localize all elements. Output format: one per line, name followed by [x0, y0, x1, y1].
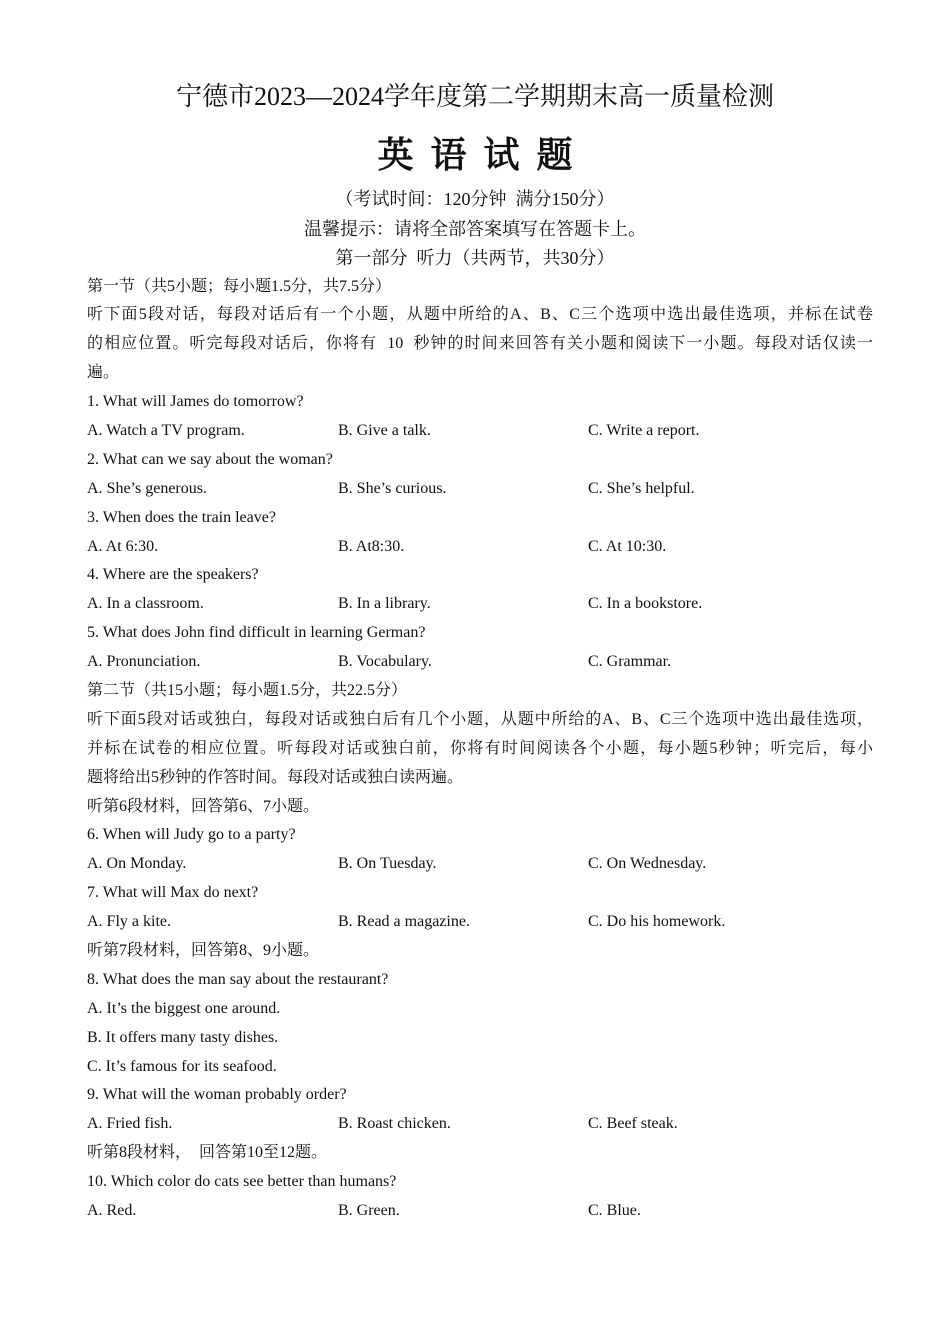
- section1-instructions-line: 听下面5段对话，每段对话后有一个小题，从题中所给的A、B、C三个选项中选出最佳选项，并标在试卷: [87, 306, 873, 324]
- question-stem: 4. Where are the speakers?: [87, 566, 259, 584]
- option-b: B. It offers many tasty dishes.: [87, 1028, 279, 1046]
- option-b: B. Roast chicken.: [338, 1115, 451, 1133]
- option-c: C. Write a report.: [588, 421, 700, 439]
- option-b: B. Read a magazine.: [338, 913, 470, 931]
- option-b: B. Give a talk.: [338, 421, 431, 439]
- exam-info: （考试时间：120分钟 满分150分）: [335, 189, 615, 209]
- option-a: A. Watch a TV program.: [87, 421, 245, 439]
- exam-title: 宁德市2023—2024学年度第二学期期末高一质量检测: [175, 82, 774, 111]
- section2-instructions-line: 听下面5段对话或独白，每段对话或独白后有几个小题，从题中所给的A、B、C三个选项中选出最佳选项，: [87, 710, 873, 728]
- question-options: [87, 1110, 873, 1139]
- question-stem: 5. What does John find difficult in learning German?: [87, 624, 426, 642]
- option-c: C. Grammar.: [588, 653, 672, 671]
- question-options: [87, 417, 873, 446]
- option-c: C. In a bookstore.: [588, 595, 703, 613]
- option-c: C. Blue.: [588, 1202, 641, 1219]
- section1-instructions-line: 遍。: [87, 364, 120, 382]
- option-a: A. It’s the biggest one around.: [87, 999, 281, 1017]
- question-stem: 10. Which color do cats see better than humans?: [87, 1173, 397, 1191]
- option-c: C. On Wednesday.: [588, 855, 707, 873]
- option-c: C. She’s helpful.: [588, 479, 695, 497]
- question-options: [87, 648, 873, 677]
- section1-heading: 第一节（共5小题；每小题1.5分，共7.5分）: [87, 277, 392, 295]
- question-stem: 3. When does the train leave?: [87, 508, 276, 526]
- section1-instructions-line: 的相应位置。听完每段对话后，你将有 10 秒钟的时间来回答有关小题和阅读下一小题。每段对话仅读一: [87, 335, 873, 353]
- question-stem: 9. What will the woman probably order?: [87, 1086, 347, 1104]
- option-a: A. Fly a kite.: [87, 913, 171, 931]
- question-options: [87, 1197, 873, 1226]
- option-b: B. Vocabulary.: [338, 653, 432, 671]
- option-a: A. Fried fish.: [87, 1115, 173, 1133]
- option-a: A. At 6:30.: [87, 537, 159, 555]
- option-a: A. Pronunciation.: [87, 653, 201, 671]
- option-a: A. Red.: [87, 1202, 137, 1219]
- question-stem: 7. What will Max do next?: [87, 884, 259, 902]
- question-stem: 2. What can we say about the woman?: [87, 450, 333, 468]
- question-stem: 6. When will Judy go to a party?: [87, 826, 296, 844]
- question-options: [87, 850, 873, 879]
- section2-instructions-line: 并标在试卷的相应位置。听每段对话或独白前，你将有时间阅读各个小题，每小题5秒钟；听完后，每小: [87, 739, 873, 757]
- question-options: [87, 475, 873, 504]
- question-options: [87, 908, 873, 937]
- question-options: [87, 533, 873, 562]
- part-title: 第一部分 听力（共两节，共30分）: [335, 248, 615, 268]
- section2-heading: 第二节（共15小题；每小题1.5分，共22.5分）: [87, 681, 408, 699]
- option-b: B. At8:30.: [338, 537, 405, 555]
- section2-instructions-line: 题将给出5秒钟的作答时间。每段对话或独白读两遍。: [87, 768, 464, 786]
- option-b: B. She’s curious.: [338, 479, 447, 497]
- material-intro: 听第6段材料，回答第6、7小题。: [87, 797, 320, 815]
- subject-title: 英 语 试 题: [377, 135, 573, 175]
- option-a: A. She’s generous.: [87, 479, 207, 497]
- exam-content: [87, 273, 873, 1226]
- option-c: C. Do his homework.: [588, 913, 726, 931]
- material-intro: 听第8段材料， 回答第10至12题。: [87, 1144, 328, 1162]
- question-stem: 1. What will James do tomorrow?: [87, 393, 304, 411]
- question-options: [87, 590, 873, 619]
- option-b: B. Green.: [338, 1202, 400, 1219]
- option-c: C. Beef steak.: [588, 1115, 678, 1133]
- exam-tip: 温馨提示：请将全部答案填写在答题卡上。: [304, 219, 646, 239]
- material-intro: 听第7段材料，回答第8、9小题。: [87, 941, 320, 959]
- option-a: A. On Monday.: [87, 855, 187, 873]
- option-b: B. On Tuesday.: [338, 855, 437, 873]
- option-a: A. In a classroom.: [87, 595, 204, 613]
- option-c: C. At 10:30.: [588, 537, 667, 555]
- option-c: C. It’s famous for its seafood.: [87, 1057, 277, 1075]
- option-b: B. In a library.: [338, 595, 431, 613]
- question-stem: 8. What does the man say about the restaurant?: [87, 970, 389, 988]
